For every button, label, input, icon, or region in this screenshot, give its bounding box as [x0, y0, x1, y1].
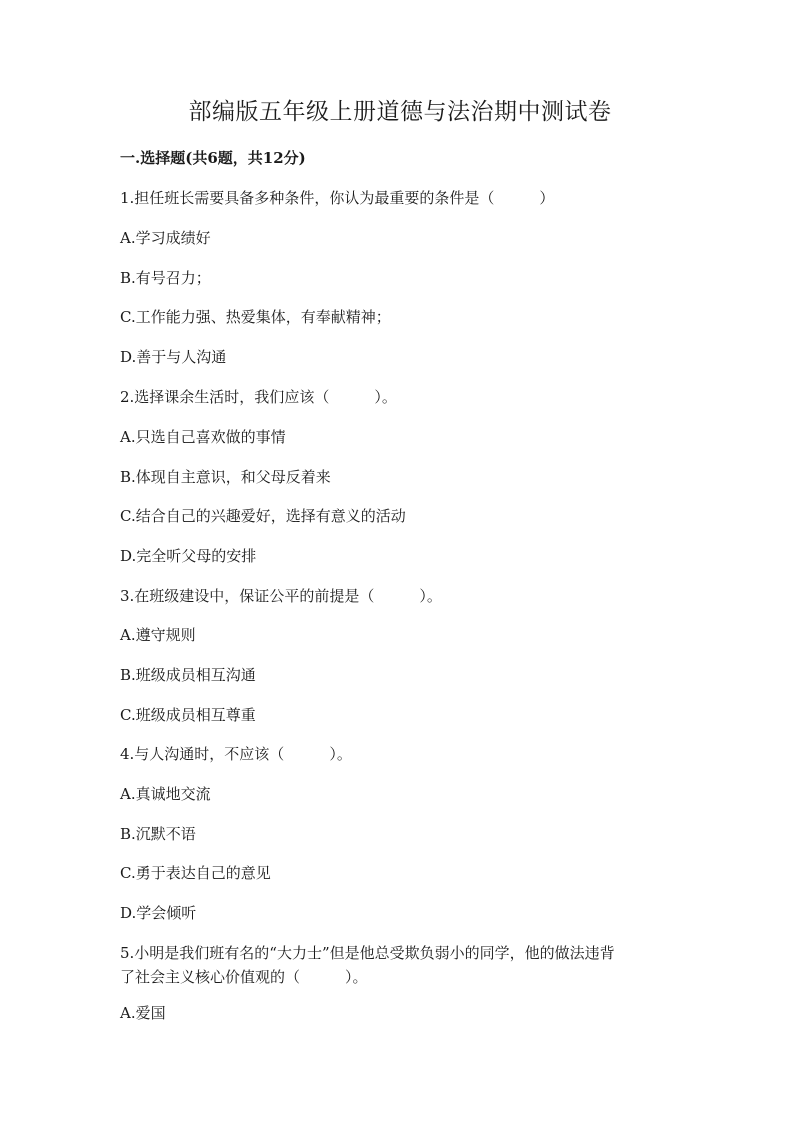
question-2-stem: 2.选择课余生活时，我们应该（ ）。 — [120, 388, 397, 406]
question-2-option-d: D.完全听父母的安排 — [120, 547, 257, 565]
question-1-option-c: C.工作能力强、热爱集体，有奉献精神； — [120, 308, 391, 326]
question-5-option-a: A.爱国 — [120, 1004, 166, 1022]
question-4-option-a: A.真诚地交流 — [120, 785, 211, 803]
question-2-option-a: A.只选自己喜欢做的事情 — [120, 428, 286, 446]
question-1-option-d: D.善于与人沟通 — [120, 348, 227, 366]
question-5-stem — [120, 941, 680, 989]
page-title: 部编版五年级上册道德与法治期中测试卷 — [188, 99, 612, 125]
question-4-option-c: C.勇于表达自己的意见 — [120, 864, 271, 882]
question-2-option-b: B.体现自主意识，和父母反着来 — [120, 468, 331, 486]
question-4-option-b: B.沉默不语 — [120, 825, 196, 843]
question-3-stem: 3.在班级建设中，保证公平的前提是（ ）。 — [120, 587, 442, 605]
question-1-option-b: B.有号召力； — [120, 269, 211, 287]
question-1-option-a: A.学习成绩好 — [120, 229, 211, 247]
question-5-stem-line-2: 了社会主义核心价值观的（ ）。 — [120, 968, 368, 986]
section-heading: 一.选择题(共6题，共12分) — [120, 149, 306, 167]
question-2-option-c: C.结合自己的兴趣爱好，选择有意义的活动 — [120, 507, 406, 525]
question-4-option-d: D.学会倾听 — [120, 904, 197, 922]
question-5-stem-line-1: 5.小明是我们班有名的“大力士”但是他总受欺负弱小的同学，他的做法违背 — [120, 944, 615, 962]
question-3-option-b: B.班级成员相互沟通 — [120, 666, 256, 684]
question-3-option-a: A.遵守规则 — [120, 626, 196, 644]
question-4-stem: 4.与人沟通时，不应该（ ）。 — [120, 745, 352, 763]
question-1-stem: 1.担任班长需要具备多种条件，你认为最重要的条件是（ ） — [120, 189, 555, 207]
question-3-option-c: C.班级成员相互尊重 — [120, 706, 256, 724]
